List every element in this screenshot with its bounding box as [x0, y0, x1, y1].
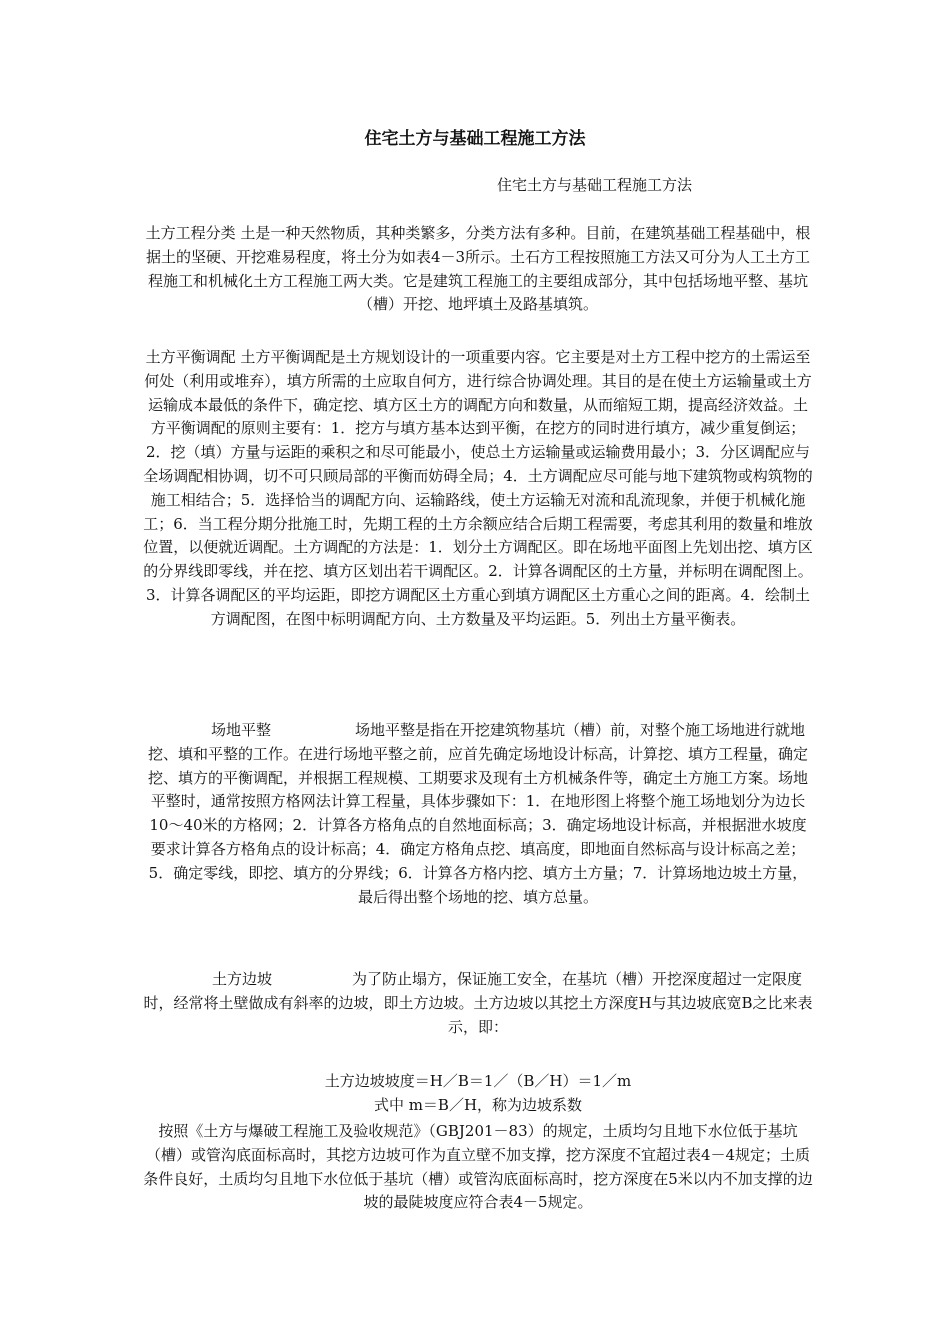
paragraph-earth-slope: [142, 968, 814, 1039]
paragraph-earthwork-balance: 土方平衡调配 土方平衡调配是土方规划设计的一项重要内容。它主要是对土方工程中挖方的土需运至何处（利用或堆弃），填方所需的土应取自何方，进行综合协调处理。其目的是在使土方运输量或土方运输成本最低的条件下，确定挖、填方区土方的调配方向和数量，从而缩短工期，提高经济效益。土方平衡调配的原则主要有：1．挖方与填方基本达到平衡，在挖方的同时进行填方，减少重复倒运；2．挖（填）方量与运距的乘积之和尽可能最小，使总土方运输量或运输费用最小；3．分区调配应与全场调配相协调，切不可只顾局部的平衡而妨碍全局；4．土方调配应尽可能与地下建筑物或构筑物的施工相结合；5．选择恰当的调配方向、运输路线，使土方运输无对流和乱流现象，并便于机械化施工；6．当工程分期分批施工时，先期工程的土方余额应结合后期工程需要，考虑其利用的数量和堆放位置，以便就近调配。土方调配的方法是：1．划分土方调配区。即在场地平面图上先划出挖、填方区的分界线即零线，并在挖、填方区划出若干调配区。2．计算各调配区的土方量，并标明在调配图上。3．计算各调配区的平均运距，即挖方调配区土方重心到填方调配区土方重心之间的距离。4．绘制土方调配图，在图中标明调配方向、土方数量及平均运距。5．列出土方量平衡表。: [143, 348, 813, 628]
slope-coefficient-note: 式中 m＝B／H，称为边坡系数: [373, 1095, 583, 1114]
document-title: 住宅土方与基础工程施工方法: [364, 129, 586, 149]
paragraph-site-leveling: [142, 719, 814, 909]
paragraph-earthwork-classification: 土方工程分类 土是一种天然物质，其种类繁多，分类方法有多种。目前，在建筑基础工程基础中，根据土的坚硬、开挖难易程度，将土分为如表4－3所示。土石方工程按照施工方法又可分为人工土方工程施工和机械化土方工程施工两大类。它是建筑工程施工的主要组成部分，其中包括场地平整、基坑（槽）开挖、地坪填土及路基填筑。: [145, 224, 811, 314]
paragraph-specification: 按照《土方与爆破工程施工及验收规范》（GBJ201－83）的规定，土质均匀且地下水位低于基坑（槽）或管沟底面标高时，其挖方边坡可作为直立壁不加支撑，挖方深度不宜超过表4－4规定；土质条件良好，土质均匀且地下水位低于基坑（槽）或管沟底面标高时，挖方深度在5米以内不加支撑的边坡的最陡坡度应符合表4－5规定。: [143, 1122, 813, 1212]
section-text-earth-slope: 为了防止塌方，保证施工安全，在基坑（槽）开挖深度超过一定限度时，经常将土壁做成有斜率的边坡，即土方边坡。土方边坡以其挖土方深度H与其边坡底宽B之比来表示，即：: [143, 970, 813, 1036]
section-heading-earth-slope: 土方边坡: [211, 970, 272, 988]
section-heading-site-leveling: 场地平整: [210, 721, 271, 739]
section-text-site-leveling: 场地平整是指在开挖建筑物基坑（槽）前，对整个施工场地进行就地挖、填和平整的工作。在进行场地平整之前，应首先确定场地设计标高，计算挖、填方工程量，确定挖、填方的平衡调配，并根据工程规模、工期要求及现有土方机械条件等，确定土方施工方案。场地平整时，通常按照方格网法计算工程量，具体步骤如下：1．在地形图上将整个施工场地划分为边长10～40米的方格网；2．计算各方格角点的自然地面标高；3．确定场地设计标高，并根据泄水坡度要求计算各方格角点的设计标高；4．确定方格角点挖、填高度，即地面自然标高与设计标高之差；5．确定零线，即挖、填方的分界线；6．计算各方格内挖、填方土方量；7．计算场地边坡土方量，最后得出整个场地的挖、填方总量。: [147, 721, 808, 906]
slope-formula: 土方边坡坡度＝H／B＝1／（B／H）＝1／m: [324, 1072, 632, 1090]
document-subtitle: 住宅土方与基础工程施工方法: [497, 176, 693, 194]
formula-block: [142, 1070, 814, 1118]
